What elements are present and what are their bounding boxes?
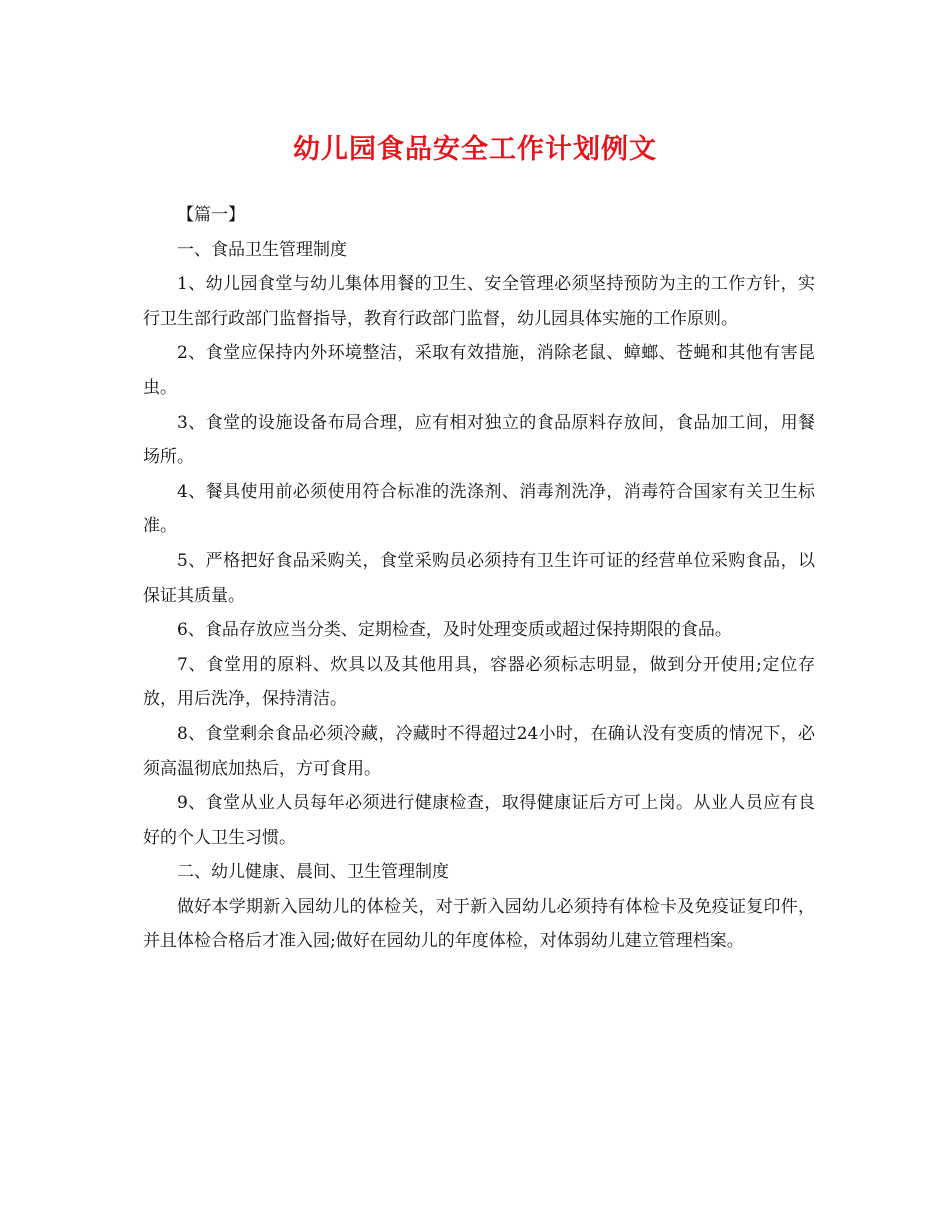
document-body	[143, 198, 815, 959]
paragraph: 3、食堂的设施设备布局合理，应有相对独立的食品原料存放间，食品加工间，用餐场所。	[143, 412, 815, 468]
paragraph: 做好本学期新入园幼儿的体检关，对于新入园幼儿必须持有体检卡及免疫证复印件，并且体检合格后才准入园;做好在园幼儿的年度体检，对体弱幼儿建立管理档案。	[143, 896, 815, 952]
section-heading: 二、幼儿健康、晨间、卫生管理制度	[177, 862, 449, 883]
section-heading: 一、食品卫生管理制度	[177, 239, 347, 260]
paragraph: 1、幼儿园食堂与幼儿集体用餐的卫生、安全管理必须坚持预防为主的工作方针，实行卫生部行政部门监督指导，教育行政部门监督，幼儿园具体实施的工作原则。	[143, 274, 815, 329]
paragraph: 2、食堂应保持内外环境整洁，采取有效措施，消除老鼠、蟑螂、苍蝇和其他有害昆虫。	[143, 343, 815, 398]
paragraph: 8、食堂剩余食品必须冷藏，冷藏时不得超过24小时，在确认没有变质的情况下，必须高温彻底加热后，方可食用。	[143, 723, 815, 779]
paragraph: 4、餐具使用前必须使用符合标准的洗涤剂、消毒剂洗净，消毒符合国家有关卫生标准。	[143, 481, 815, 537]
paragraph: 6、食品存放应当分类、定期检查，及时处理变质或超过保持期限的食品。	[177, 620, 732, 641]
paragraph: 9、食堂从业人员每年必须进行健康检查，取得健康证后方可上岗。从业人员应有良好的个人卫生习惯。	[143, 793, 815, 848]
paragraph: 7、食堂用的原料、炊具以及其他用具，容器必须标志明显，做到分开使用;定位存放，用后洗净，保持清洁。	[143, 654, 815, 710]
section-label: 【篇一】	[177, 205, 245, 225]
paragraph: 5、严格把好食品采购关，食堂采购员必须持有卫生许可证的经营单位采购食品，以保证其质量。	[143, 550, 815, 606]
document-title: 幼儿园食品安全工作计划例文	[293, 134, 657, 165]
